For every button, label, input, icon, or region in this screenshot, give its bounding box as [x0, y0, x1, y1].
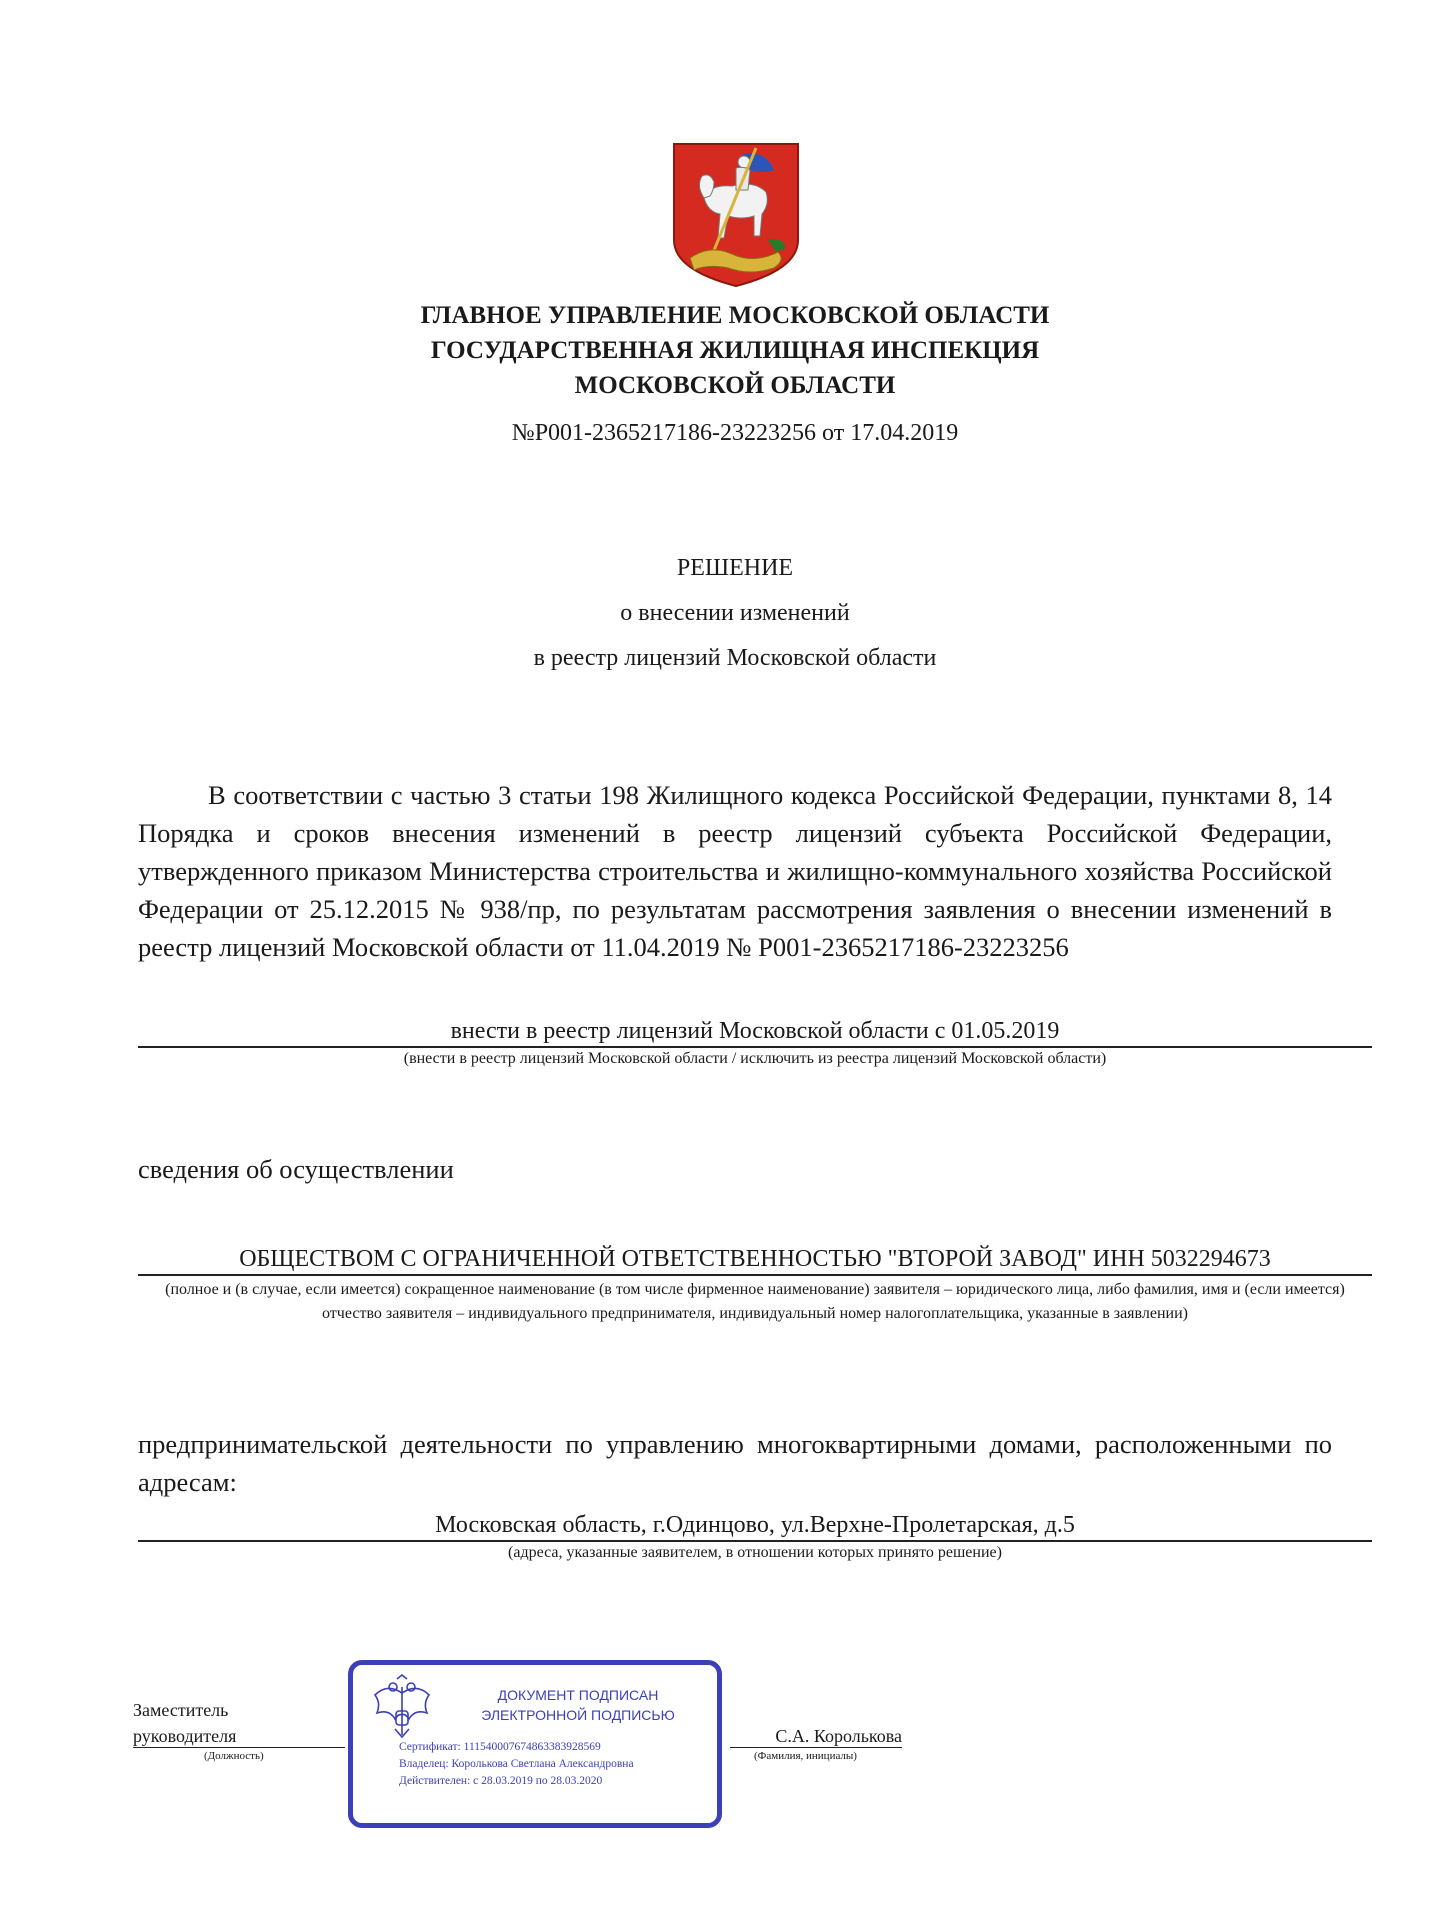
stamp-title: [443, 1685, 713, 1725]
stamp-owner: Владелец: Королькова Светлана Александровна: [399, 1758, 634, 1770]
coat-of-arms-icon: [670, 140, 802, 290]
address-value: Московская область, г.Одинцово, ул.Верхне-Пролетарская, д.5: [138, 1510, 1372, 1542]
stamp-title-line1: ДОКУМЕНТ ПОДПИСАН: [497, 1687, 659, 1703]
signer-name: С.А. Королькова: [730, 1726, 902, 1748]
address-caption: (адреса, указанные заявителем, в отношении которых принято решение): [508, 1544, 1002, 1561]
stamp-certificate: Сертификат: 11154000767486338392856​9: [399, 1741, 601, 1753]
decision-subtitle-1: о внесении изменений: [620, 600, 850, 626]
basis-paragraph: В соответствии с частью 3 статьи 198 Жилищного кодекса Российской Федерации, пунктами 8, 14 Порядка и сроков внесения изменений в реестр лицензий субъекта Российской Федерации, утвержденного приказом Министерства строительства и жилищно-коммунального хозяйства Российской Федерации от 25.12.2015 № 938/пр, по результатам рассмотрения заявления о внесении изменений в реестр лицензий Московской области от 11.04.2019 № Р001-2365217186-23223256: [138, 780, 1332, 962]
electronic-signature-stamp: [348, 1660, 722, 1828]
decision-subtitle-2: в реестр лицензий Московской области: [533, 645, 937, 671]
signer-name-caption: (Фамилия, инициалы): [754, 1750, 857, 1762]
signer-position-line1: Заместитель: [133, 1700, 229, 1720]
signer-position-caption: (Должность): [204, 1750, 264, 1762]
company-value: ОБЩЕСТВОМ С ОГРАНИЧЕННОЙ ОТВЕТСТВЕННОСТЬЮ "ВТОРОЙ ЗАВОД" ИНН 5032294673: [138, 1244, 1372, 1276]
org-name-line3: МОСКОВСКОЙ ОБЛАСТИ: [574, 372, 896, 399]
signer-position-line2: руководителя: [133, 1726, 345, 1748]
double-headed-eagle-icon: [367, 1673, 437, 1743]
activity-text: предпринимательской деятельности по управлению многоквартирными домами, расположенными по адресам:: [138, 1429, 1332, 1497]
company-caption: (полное и (в случае, если имеется) сокращенное наименование (в том числе фирменное наименование) заявителя – юридического лица, либо фамилия, имя и (если имеется) отчество заявителя – индивидуального предпринимателя, индивидуальный номер налогоплательщика, указанные в заявлении): [165, 1281, 1345, 1322]
stamp-title-line2: ЭЛЕКТРОННОЙ ПОДПИСЬЮ: [481, 1707, 675, 1723]
stamp-info: [399, 1739, 634, 1790]
decision-caption: (внести в реестр лицензий Московской области / исключить из реестра лицензий Московской области): [403, 1050, 1107, 1067]
decision-title: РЕШЕНИЕ: [676, 555, 794, 581]
info-label: сведения об осуществлении: [138, 1154, 454, 1184]
document-number: №Р001-2365217186-23223256 от 17.04.2019: [511, 420, 959, 446]
decision-value: внести в реестр лицензий Московской области с 01.05.2019: [138, 1016, 1372, 1048]
org-name-line2: ГОСУДАРСТВЕННАЯ ЖИЛИЩНАЯ ИНСПЕКЦИЯ: [430, 337, 1040, 364]
org-name-line1: ГЛАВНОЕ УПРАВЛЕНИЕ МОСКОВСКОЙ ОБЛАСТИ: [420, 302, 1050, 329]
stamp-validity: Действителен: с 28.03.2019 по 28.03.2020: [399, 1775, 603, 1787]
